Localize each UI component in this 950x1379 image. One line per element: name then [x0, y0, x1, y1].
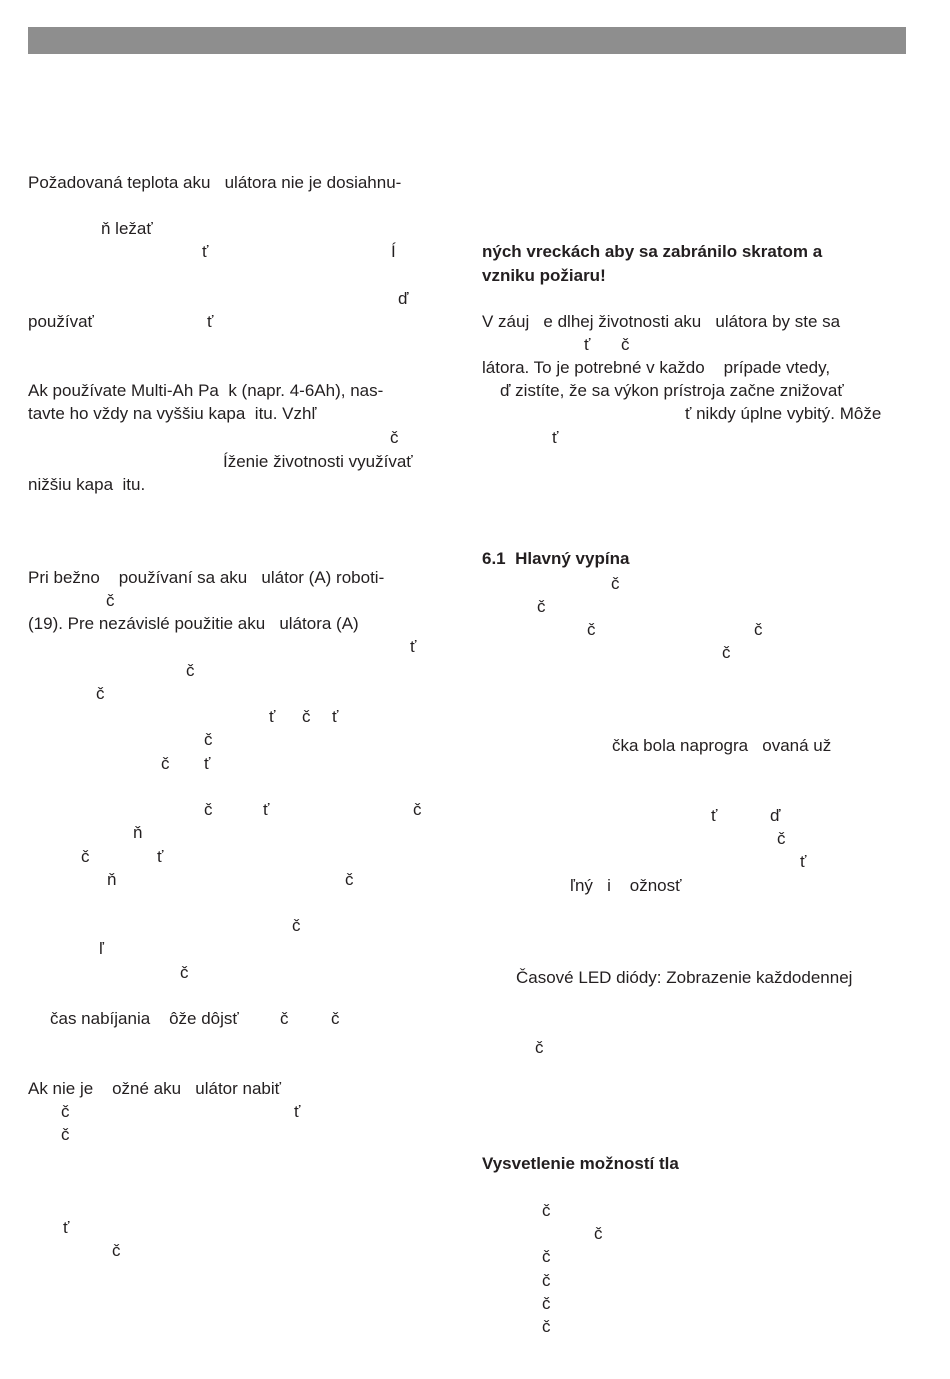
- text-line: tavte ho vždy na vyššiu kapa itu. Vzhľ: [28, 404, 317, 423]
- subheading: Vysvetlenie možností tla: [482, 1154, 679, 1173]
- text-line: ň: [133, 823, 143, 842]
- text-line: ň: [107, 870, 117, 889]
- text-line: č: [587, 620, 596, 639]
- text-line: č: [611, 574, 620, 593]
- text-line: ť: [63, 1218, 70, 1237]
- text-line: č: [621, 335, 630, 354]
- text-line: nižšiu kapa itu.: [28, 475, 146, 494]
- text-line: (19). Pre nezávislé použitie aku ulátora (A): [28, 614, 359, 633]
- text-line: Í: [391, 242, 396, 261]
- text-line: Časové LED diódy: Zobrazenie každodennej: [516, 968, 853, 987]
- text-line: č: [180, 963, 189, 982]
- text-line: Pri bežno používaní sa aku ulátor (A) roboti-: [28, 568, 385, 587]
- text-line: Íženie životnosti využívať: [223, 452, 413, 471]
- text-line: látora. To je potrebné v každo prípade vtedy,: [482, 358, 831, 377]
- text-line: ť: [202, 242, 209, 261]
- text-line: č: [302, 707, 311, 726]
- text-line: ť: [800, 852, 807, 871]
- text-line: č: [161, 754, 170, 773]
- text-line: č: [594, 1224, 603, 1243]
- text-line: č: [542, 1201, 551, 1220]
- text-line: ť: [711, 806, 718, 825]
- section-heading: 6.1 Hlavný vypína: [482, 549, 630, 568]
- text-line: ď: [770, 806, 781, 825]
- text-line: ď zistíte, že sa výkon prístroja začne znižovať: [500, 381, 844, 400]
- text-line: používať: [28, 312, 94, 331]
- text-line: ť: [294, 1102, 301, 1121]
- text-line: č: [204, 800, 213, 819]
- text-line: Ak nie je ožné aku ulátor nabiť: [28, 1079, 282, 1098]
- text-line: č: [390, 428, 399, 447]
- text-line: Ak používate Multi-Ah Pa k (napr. 4-6Ah), nas-: [28, 381, 384, 400]
- text-line: Požadovaná teplota aku ulátora nie je dosiahnu-: [28, 173, 402, 192]
- text-line: č: [186, 661, 195, 680]
- text-line: č: [61, 1102, 70, 1121]
- text-line: č: [112, 1241, 121, 1260]
- text-line: ť nikdy úplne vybitý. Môže: [685, 404, 882, 423]
- text-line: ť: [410, 637, 417, 656]
- text-line: ť: [332, 707, 339, 726]
- text-line: ť: [157, 847, 164, 866]
- text-line: č: [106, 591, 115, 610]
- text-line: ť: [207, 312, 214, 331]
- text-line: č: [413, 800, 422, 819]
- text-line: č: [535, 1038, 544, 1057]
- text-line: čas nabíjania ôže dôjsť: [50, 1009, 239, 1028]
- text-line: ľ: [99, 939, 104, 958]
- text-line: ť: [263, 800, 270, 819]
- text-line: ň ležať: [101, 219, 153, 238]
- text-line: č: [204, 730, 213, 749]
- text-line: č: [331, 1009, 340, 1028]
- text-line: ť: [552, 428, 559, 447]
- text-line: č: [722, 643, 731, 662]
- text-line: ť: [204, 754, 211, 773]
- text-line: č: [96, 684, 105, 703]
- warning-text: vzniku požiaru!: [482, 266, 606, 285]
- warning-text: ných vreckách aby sa zabránilo skratom a: [482, 242, 823, 261]
- text-line: ľný i ožnosť: [570, 876, 682, 895]
- text-line: č: [292, 916, 301, 935]
- text-line: ď: [398, 289, 409, 308]
- text-line: č: [280, 1009, 289, 1028]
- text-line: č: [542, 1247, 551, 1266]
- text-line: č: [81, 847, 90, 866]
- text-line: č: [345, 870, 354, 889]
- text-line: č: [542, 1317, 551, 1336]
- text-line: ť: [584, 335, 591, 354]
- text-line: V záuj e dlhej životnosti aku ulátora by ste sa: [482, 312, 841, 331]
- text-line: č: [542, 1294, 551, 1313]
- text-line: č: [777, 829, 786, 848]
- text-line: čka bola naprogra ovaná už: [612, 736, 832, 755]
- text-line: č: [537, 597, 546, 616]
- header-bar: [28, 27, 906, 54]
- text-line: ť: [269, 707, 276, 726]
- text-line: č: [61, 1125, 70, 1144]
- text-line: č: [754, 620, 763, 639]
- text-line: č: [542, 1271, 551, 1290]
